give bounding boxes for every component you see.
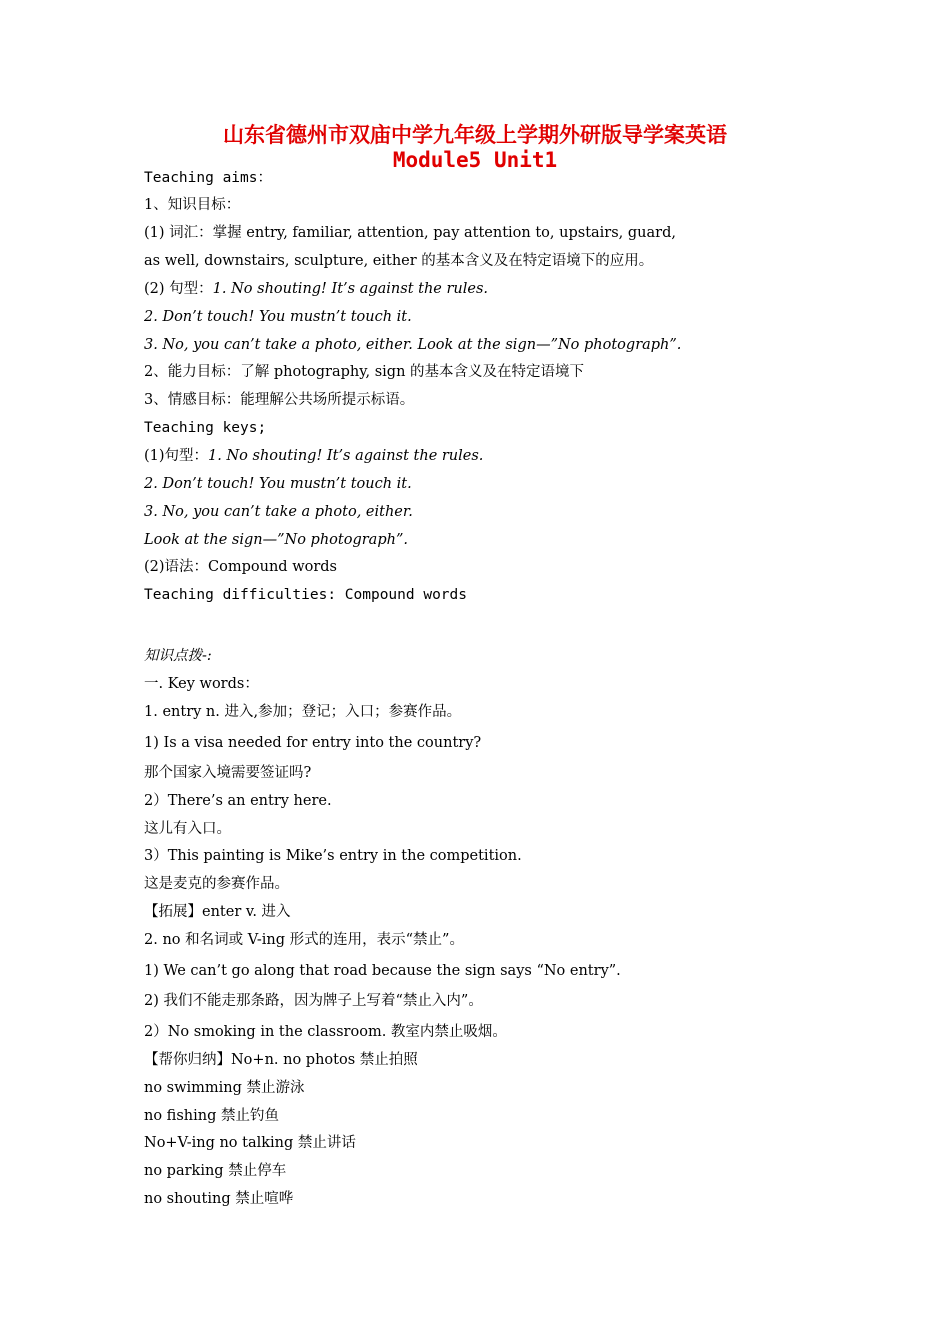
entry-example-1-translation: 那个国家入境需要签证吗? [144, 765, 312, 781]
summary-no-shouting: no shouting 禁止喧哗 [144, 1191, 294, 1207]
entry-definition: 1. entry n. 进入,参加；登记；入口；参赛作品。 [144, 704, 462, 720]
keys-grammar: (2)语法：Compound words [144, 559, 337, 575]
knowledge-goal-heading: 1、知识目标： [144, 197, 241, 213]
summary-no-ving: No+V-ing no talking 禁止讲话 [144, 1135, 356, 1151]
summary-no-fishing: no fishing 禁止钓鱼 [144, 1108, 279, 1124]
no-usage-definition: 2. no 和名词或 V-ing 形式的连用，表示“禁止”。 [144, 932, 464, 948]
keys-sentence-label: (1)句型： [144, 448, 209, 464]
summary-no-swimming: no swimming 禁止游泳 [144, 1080, 305, 1096]
knowledge-points-heading: 知识点拨-: [144, 648, 212, 664]
entry-example-3: 3）This painting is Mike’s entry in the competition. [144, 848, 522, 864]
no-usage-example-1-translation: 2) 我们不能走那条路，因为牌子上写着“禁止入内”。 [144, 993, 483, 1009]
teaching-difficulties: Teaching difficulties: Compound words [144, 587, 468, 603]
sentence-pattern-example-2: 2. Don’t touch! You mustn’t touch it. [144, 309, 412, 325]
title-line-2: Module5 Unit1 [392, 148, 558, 172]
no-usage-example-1: 1) We can’t go along that road because the sign says “No entry”. [144, 963, 621, 979]
entry-extension: 【拓展】enter v. 进入 [144, 904, 291, 920]
entry-example-1: 1) Is a visa needed for entry into the country? [144, 735, 482, 751]
no-usage-example-2: 2）No smoking in the classroom. 教室内禁止吸烟。 [144, 1024, 507, 1040]
sentence-pattern-label: (2) 句型： [144, 281, 213, 297]
keys-sentence-example-2: 2. Don’t touch! You mustn’t touch it. [144, 476, 412, 492]
teaching-keys-heading: Teaching keys; [144, 420, 267, 436]
summary-no-noun: 【帮你归纳】No+n. no photos 禁止拍照 [144, 1052, 418, 1068]
keys-sentence-example-1: 1. No shouting! It’s against the rules. [208, 448, 484, 464]
entry-example-3-translation: 这是麦克的参赛作品。 [144, 876, 289, 892]
sentence-pattern-line-1 [144, 279, 824, 299]
keys-sentence-line-1 [144, 446, 824, 466]
key-words-heading: 一. Key words： [144, 676, 259, 692]
vocabulary-line-1: (1) 词汇：掌握 entry, familiar, attention, pay attention to, upstairs, guard, [144, 225, 676, 241]
keys-sentence-example-4: Look at the sign—”No photograph”. [144, 532, 408, 548]
vocabulary-line-2: as well, downstairs, sculpture, either 的基本含义及在特定语境下的应用。 [144, 253, 654, 269]
sentence-pattern-example-1: 1. No shouting! It’s against the rules. [212, 281, 489, 297]
summary-no-parking: no parking 禁止停车 [144, 1163, 287, 1179]
title-line-1: 山东省德州市双庙中学九年级上学期外研版导学案英语 [223, 122, 727, 147]
entry-example-2-translation: 这儿有入口。 [144, 821, 231, 837]
emotion-goal: 3、情感目标：能理解公共场所提示标语。 [144, 392, 415, 408]
keys-sentence-example-3: 3. No, you can’t take a photo, either. [144, 504, 413, 520]
ability-goal: 2、能力目标：了解 photography, sign 的基本含义及在特定语境下 [144, 364, 585, 380]
entry-example-2: 2）There’s an entry here. [144, 793, 332, 809]
teaching-aims-heading: Teaching aims： [144, 170, 272, 186]
sentence-pattern-example-3: 3. No, you can’t take a photo, either. Look at the sign—”No photograph”. [144, 337, 682, 353]
